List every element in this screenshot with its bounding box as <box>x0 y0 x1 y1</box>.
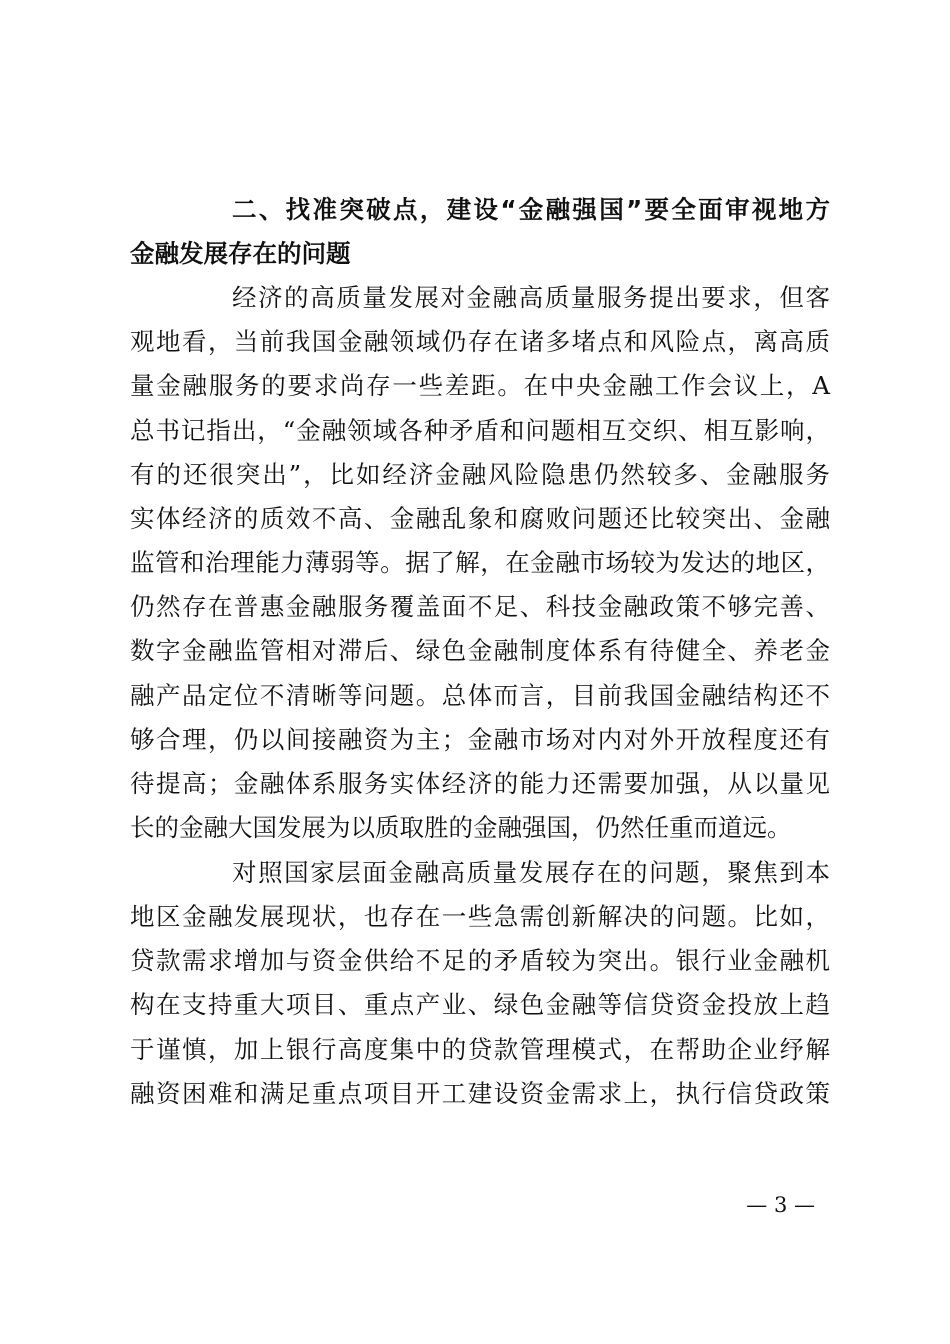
page-number: — 3 — <box>746 1193 815 1217</box>
paragraph-2-line: 融资困难和满足重点项目开工建设资金需求上，执行信贷政策 <box>130 1079 830 1108</box>
paragraph-2-line: 构在支持重大项目、重点产业、绿色金融等信贷资金投放上趋 <box>130 990 830 1019</box>
paragraph-2-line: 对照国家层面金融高质量发展存在的问题，聚焦到本 <box>232 858 830 887</box>
paragraph-1-line: 经济的高质量发展对金融高质量服务提出要求，但客 <box>232 283 830 312</box>
paragraph-1-line: 仍然存在普惠金融服务覆盖面不足、科技金融政策不够完善、 <box>130 592 830 621</box>
paragraph-1-line: 融产品定位不清晰等问题。总体而言，目前我国金融结构还不 <box>130 681 830 710</box>
paragraph-1-line: 待提高；金融体系服务实体经济的能力还需要加强，从以量见 <box>130 769 830 798</box>
paragraph-1-line: 长的金融大国发展为以质取胜的金融强国，仍然任重而道远。 <box>130 813 792 842</box>
paragraph-2-line: 于谨慎，加上银行高度集中的贷款管理模式，在帮助企业纾解 <box>130 1035 830 1064</box>
paragraph-1-line: 总书记指出，“金融领域各种矛盾和问题相互交织、相互影响， <box>130 416 830 445</box>
paragraph-1-line: 监管和治理能力薄弱等。据了解，在金融市场较为发达的地区， <box>130 548 830 577</box>
section-heading-line-2: 金融发展存在的问题 <box>130 239 351 268</box>
section-heading-line-1: 二、找准突破点，建设“金融强国”要全面审视地方 <box>232 195 830 224</box>
paragraph-1-line: 观地看，当前我国金融领域仍存在诸多堵点和风险点，离高质 <box>130 327 830 356</box>
paragraph-2-line: 地区金融发展现状，也存在一些急需创新解决的问题。比如， <box>130 902 830 931</box>
paragraph-2-line: 贷款需求增加与资金供给不足的矛盾较为突出。银行业金融机 <box>130 946 830 975</box>
paragraph-1-line: 有的还很突出”，比如经济金融风险隐患仍然较多、金融服务 <box>130 460 830 489</box>
paragraph-1-line: 数字金融监管相对滞后、绿色金融制度体系有待健全、养老金 <box>130 636 830 665</box>
paragraph-1-line: 量金融服务的要求尚存一些差距。在中央金融工作会议上，A <box>130 371 830 400</box>
paragraph-1-line: 够合理，仍以间接融资为主；金融市场对内对外开放程度还有 <box>130 725 830 754</box>
paragraph-1-line: 实体经济的质效不高、金融乱象和腐败问题还比较突出、金融 <box>130 504 830 533</box>
